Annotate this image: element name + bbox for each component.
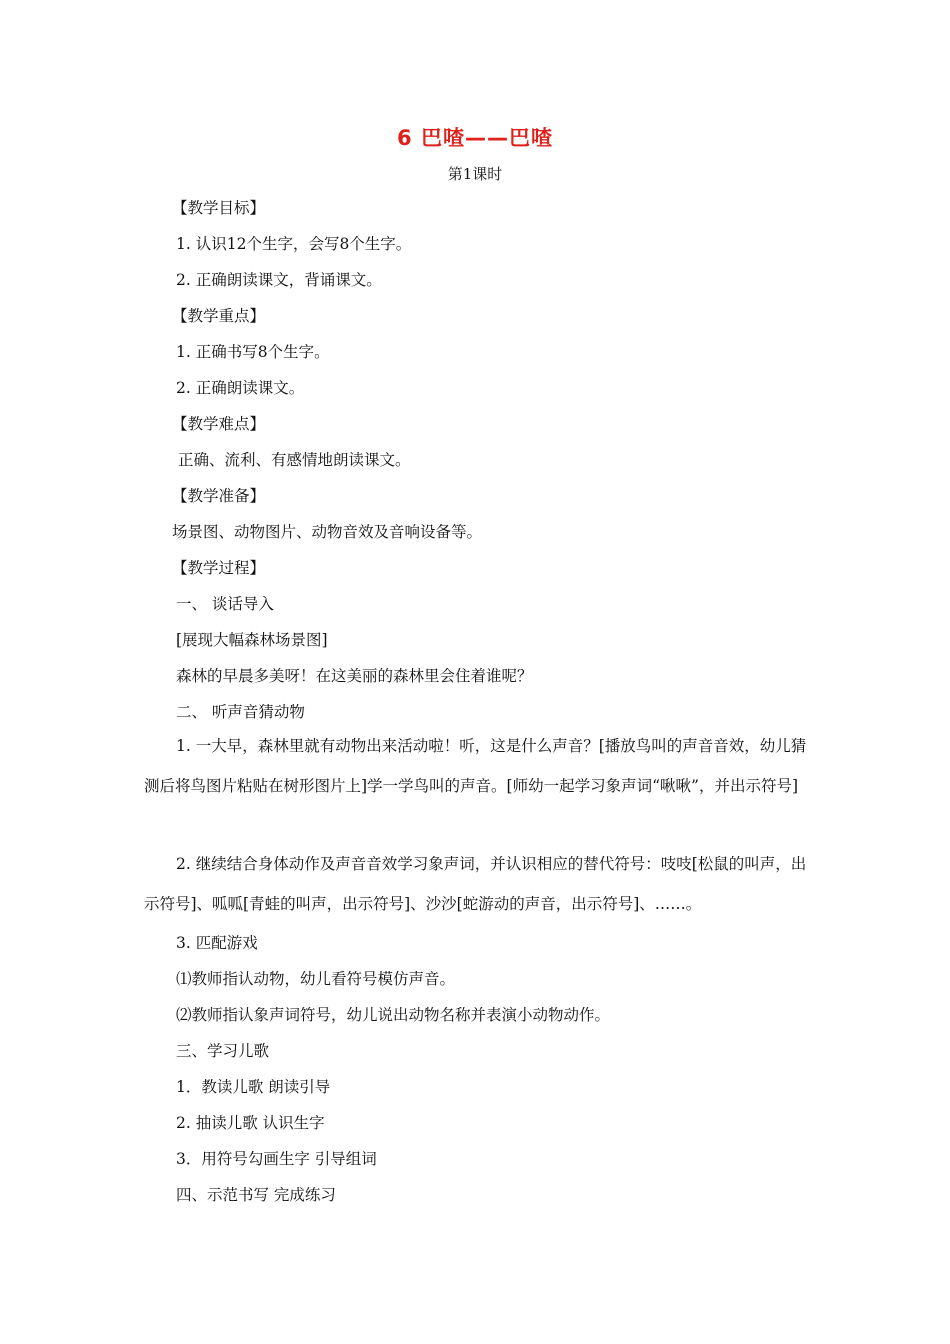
goal-item: 1. 认识12个生字，会写8个生字。 — [176, 235, 412, 253]
difficulty-heading: 【教学难点】 — [172, 415, 266, 433]
section-title: 一、 谈话导入 — [176, 595, 274, 613]
paragraph-line: 2. 抽读儿歌 认识生字 — [176, 1114, 325, 1132]
key-item: 1. 正确书写8个生字。 — [176, 343, 330, 361]
paragraph-line: ⑵教师指认象声词符号，幼儿说出动物名称并表演小动物动作。 — [176, 1006, 611, 1024]
paragraph-line: 3．用符号勾画生字 引导组词 — [176, 1150, 377, 1168]
difficulty-text: 正确、流利、有感情地朗读课文。 — [178, 451, 411, 469]
paragraph-line: 森林的早晨多美呀！在这美丽的森林里会住着谁呢？ — [176, 667, 533, 685]
paragraph-line: ⑴教师指认动物，幼儿看符号模仿声音。 — [176, 970, 456, 988]
paragraph: 1. 一大早，森林里就有动物出来活动啦！听，这是什么声音？[播放鸟叫的声音音效，幼儿猜测后将鸟图片粘贴在树形图片上]学一学鸟叫的声音。[师幼一起学习象声词“啾啾”，并出示符号] — [144, 737, 807, 795]
goals-heading: 【教学目标】 — [172, 199, 266, 217]
section-title: 二、 听声音猜动物 — [176, 703, 305, 721]
paragraph-line: [展现大幅森林场景图] — [176, 631, 328, 649]
paragraph: 2. 继续结合身体动作及声音音效学习象声词，并认识相应的替代符号：吱吱[松鼠的叫声，出示符号]、呱呱[青蛙的叫声，出示符号]、沙沙[蛇游动的声音，出示符号]、……。 — [144, 855, 807, 913]
prep-text: 场景图、动物图片、动物音效及音响设备等。 — [172, 523, 483, 541]
process-heading: 【教学过程】 — [172, 559, 266, 577]
lesson-period: 第1课时 — [447, 165, 503, 183]
prep-heading: 【教学准备】 — [172, 487, 266, 505]
section-title: 三、学习儿歌 — [176, 1042, 270, 1060]
goal-item: 2. 正确朗读课文，背诵课文。 — [176, 271, 382, 289]
document-title: 6 巴喳——巴喳 — [397, 126, 553, 150]
key-item: 2. 正确朗读课文。 — [176, 379, 305, 397]
paragraph-line: 3. 匹配游戏 — [176, 934, 258, 952]
paragraph-line: 1．教读儿歌 朗读引导 — [176, 1078, 331, 1096]
key-heading: 【教学重点】 — [172, 307, 266, 325]
section-title: 四、示范书写 完成练习 — [176, 1186, 336, 1204]
